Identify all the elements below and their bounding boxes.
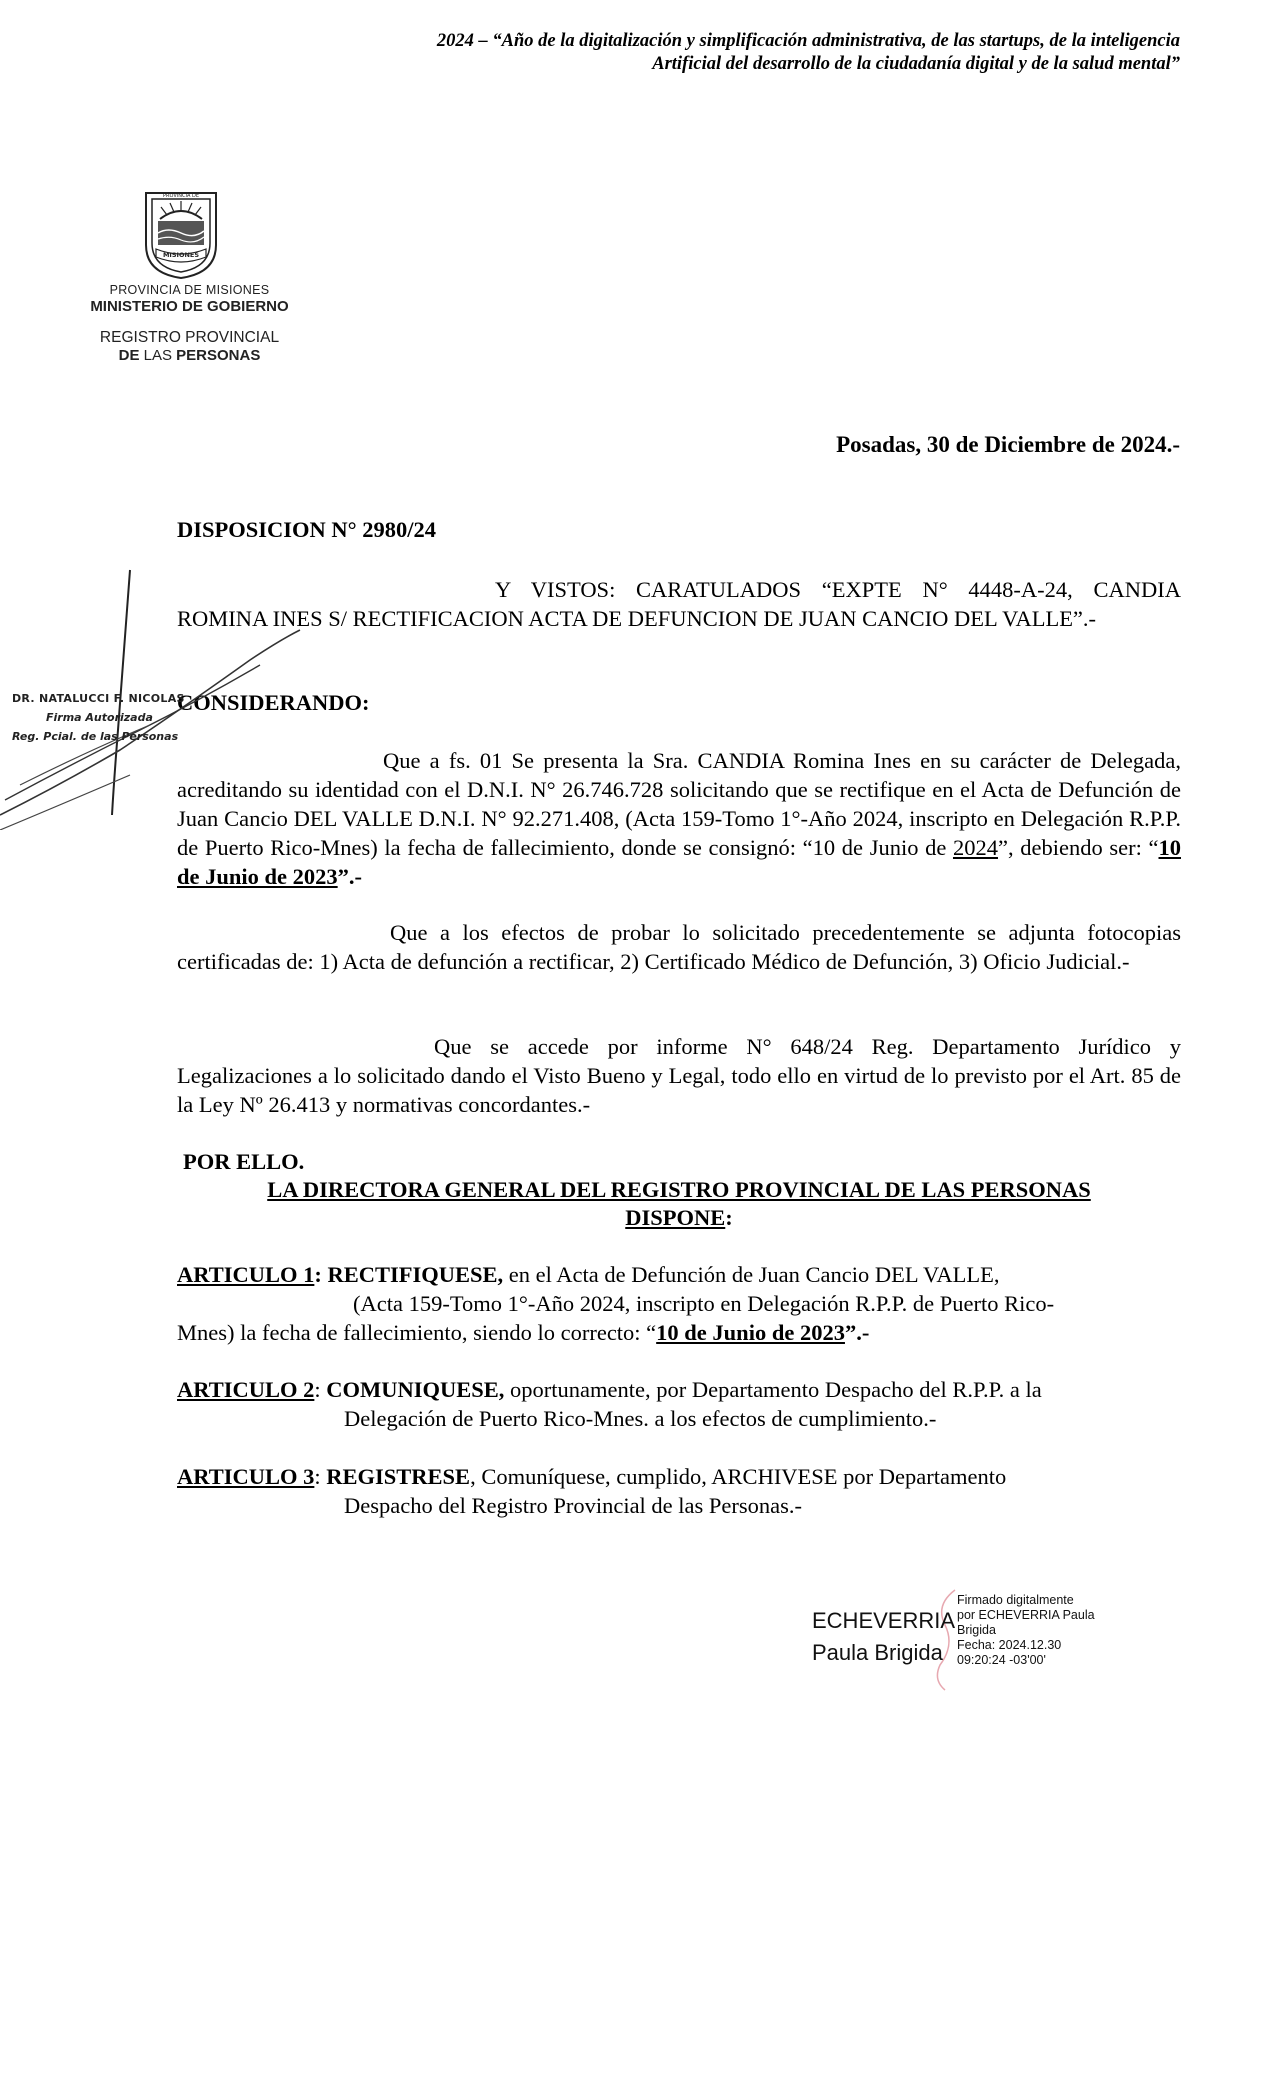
stamp-line-3: Reg. Pcial. de las Personas bbox=[12, 730, 179, 743]
logo-text-bottom: MISIONES bbox=[162, 251, 200, 259]
dispone: DISPONE bbox=[625, 1205, 726, 1230]
article-3-label: ARTICULO 3 bbox=[177, 1464, 315, 1489]
signature-details: Firmado digitalmente por ECHEVERRIA Paula Brigida Fecha: 2024.12.30 09:20:24 -03'00' bbox=[957, 1593, 1095, 1667]
article-1-label: ARTICULO 1 bbox=[177, 1262, 315, 1287]
vistos-paragraph: Y VISTOS: CARATULADOS “EXPTE N° 4448-A-24, CANDIA ROMINA INES S/ RECTIFICACION ACTA DE DEFUNCION DE JUAN CANCIO DEL VALLE”.- bbox=[177, 577, 1181, 631]
stamp-line-2: Firma Autorizada bbox=[46, 711, 153, 724]
motto-line-2: Artificial del desarrollo de la ciudadanía digital y de la salud mental” bbox=[652, 54, 1180, 74]
article-3-verb: REGISTRESE bbox=[326, 1464, 471, 1489]
disposition-number: DISPOSICION N° 2980/24 bbox=[177, 517, 437, 542]
considerando-paragraph-3: Que se accede por informe N° 648/24 Reg. Departamento Jurídico y Legalizaciones a lo solicitado dando el Visto Bueno y Legal, todo ello en virtud de lo previsto por el Art. 85 de la Ley Nº 26.413 y normativas concordantes.- bbox=[177, 1034, 1181, 1117]
document-date: Posadas, 30 de Diciembre de 2024.- bbox=[836, 432, 1180, 457]
stamp-line-1: DR. NATALUCCI F. NICOLAS bbox=[12, 692, 185, 705]
signer-name-line-2: Paula Brigida bbox=[812, 1640, 943, 1665]
motto-line-1: 2024 – “Año de la digitalización y simplificación administrativa, de las startups, de la inteligencia bbox=[436, 31, 1180, 51]
considerando-paragraph-2: Que a los efectos de probar lo solicitado precedentemente se adjunta fotocopias certificadas de: 1) Acta de defunción a rectificar, 2) Certificado Médico de Defunción, 3) Oficio Judicial.- bbox=[177, 920, 1181, 974]
director-heading: LA DIRECTORA GENERAL DEL REGISTRO PROVINCIAL DE LAS PERSONAS DISPONE: bbox=[267, 1177, 1091, 1230]
article-2: ARTICULO 2: COMUNIQUESE, oportunamente, por Departamento Despacho del R.P.P. a la Delegación de Puerto Rico-Mnes. a los efectos de cumplimiento.- bbox=[177, 1377, 1042, 1431]
registry-line-1: REGISTRO PROVINCIAL bbox=[99, 329, 280, 346]
wrong-year: 2024 bbox=[952, 835, 998, 860]
article-1: ARTICULO 1: RECTIFIQUESE, en el Acta de Defunción de Juan Cancio DEL VALLE, (Acta 159-Tomo 1°-Año 2024, inscripto en Delegación R.P.P. de Puerto Rico- Mnes) la fecha de fallecimiento, siendo lo correcto: “10 de Junio de 2023”.- bbox=[177, 1262, 1055, 1345]
article-3: ARTICULO 3: REGISTRESE, Comuníquese, cumplido, ARCHIVESE por Departamento Despacho del Registro Provincial de las Personas.- bbox=[177, 1464, 1007, 1518]
ministry-name: MINISTERIO DE GOBIERNO bbox=[90, 298, 289, 315]
correct-date: 10 de Junio de 2023 bbox=[177, 835, 1181, 889]
article-2-verb: COMUNIQUESE, bbox=[326, 1377, 505, 1402]
header-motto bbox=[250, 30, 1180, 76]
article-1-correct-date: 10 de Junio de 2023 bbox=[656, 1320, 845, 1345]
province-name: PROVINCIA DE MISIONES bbox=[109, 283, 270, 297]
signer-name-line-1: ECHEVERRIA bbox=[812, 1608, 956, 1633]
director-line-1: LA DIRECTORA GENERAL DEL REGISTRO PROVINCIAL DE LAS PERSONAS bbox=[267, 1177, 1091, 1202]
considerando-heading: CONSIDERANDO: bbox=[177, 690, 370, 715]
registry-line-2: DE LAS PERSONAS bbox=[118, 347, 261, 364]
article-1-verb: RECTIFIQUESE, bbox=[327, 1262, 504, 1287]
por-ello: POR ELLO. bbox=[183, 1149, 305, 1174]
considerando-paragraph-1: Que a fs. 01 Se presenta la Sra. CANDIA Romina Ines en su carácter de Delegada, acreditando su identidad con el D.N.I. N° 26.746.728 solicitando que se rectifique en el Acta de Defunción de Juan Cancio DEL VALLE D.N.I. N° 92.271.408, (Acta 159-Tomo 1°-Año 2024, inscripto en Delegación R.P.P. de Puerto Rico-Mnes) la fecha de fallecimiento, donde se consignó: “10 de Junio de 2024”, debiendo ser: “10 de Junio de 2023”.- bbox=[177, 748, 1181, 889]
coat-of-arms-logo bbox=[136, 185, 226, 280]
logo-text-top: PROVINCIA DE bbox=[163, 193, 199, 199]
article-2-label: ARTICULO 2 bbox=[177, 1377, 315, 1402]
organization-block bbox=[72, 282, 307, 365]
